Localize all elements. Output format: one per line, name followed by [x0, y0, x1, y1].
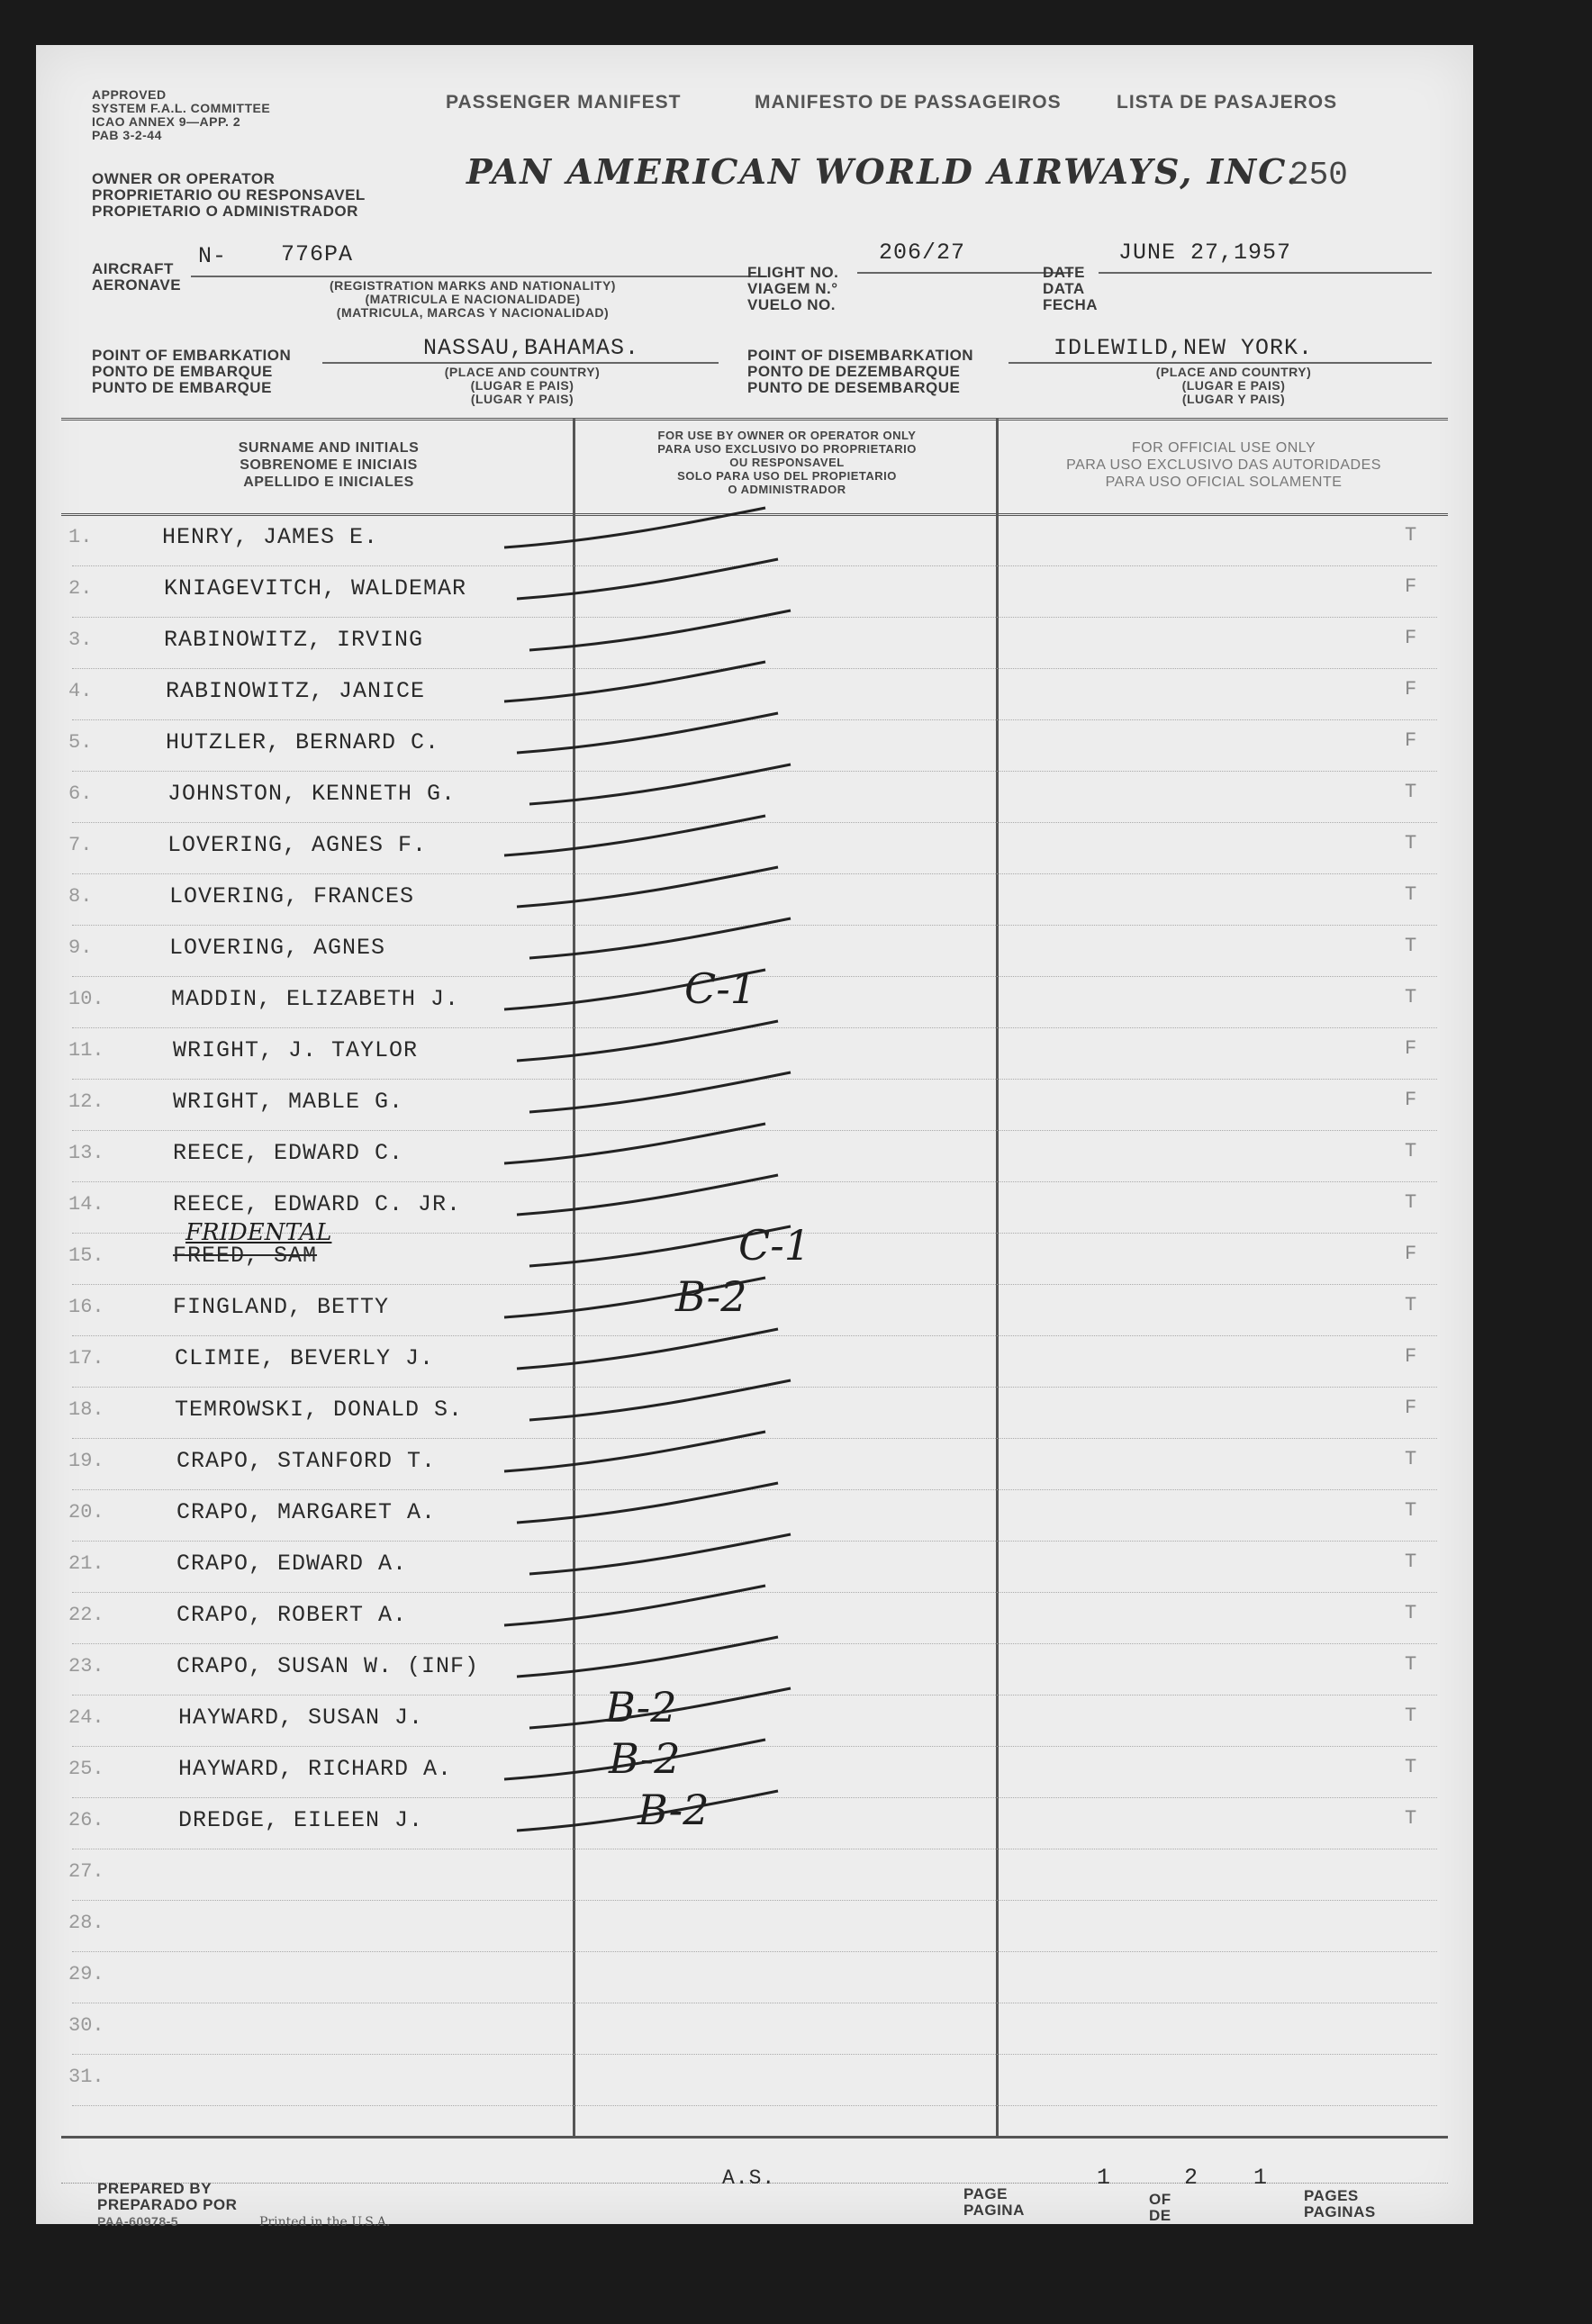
passenger-name: LOVERING, AGNES	[169, 935, 386, 961]
page-label-line: PAGINA	[963, 2202, 1025, 2219]
row-number: 31.	[68, 2066, 104, 2088]
passenger-name: REECE, EDWARD C.	[173, 1140, 404, 1166]
aircraft-label-line: AIRCRAFT	[92, 260, 174, 277]
passenger-name: REECE, EDWARD C. JR.	[173, 1191, 462, 1217]
row-number: 5.	[68, 731, 93, 754]
row-number: 1.	[68, 526, 93, 548]
approval-line: APPROVED	[92, 87, 167, 102]
date-label-line: DATA	[1043, 280, 1085, 297]
owner-label-line: PROPRIETARIO OU RESPONSAVEL	[92, 186, 366, 203]
passenger-name: HENRY, JAMES E.	[162, 524, 379, 550]
pages-label-line: PAGINAS	[1304, 2203, 1376, 2220]
check-stroke	[504, 662, 765, 701]
check-stroke	[529, 1688, 791, 1728]
official-mark: T	[1405, 1499, 1417, 1522]
row-number: 24.	[68, 1706, 104, 1729]
date-label-line: FECHA	[1043, 296, 1099, 313]
caption-line: (PLACE AND COUNTRY)	[1155, 365, 1312, 379]
check-stroke	[529, 1226, 791, 1266]
title-portuguese: MANIFESTO DE PASSAGEIROS	[755, 92, 1062, 113]
check-stroke	[504, 1124, 765, 1163]
caption-line: (PLACE AND COUNTRY)	[444, 365, 601, 379]
official-mark: F	[1405, 1243, 1417, 1265]
embark-label-line: POINT OF EMBARKATION	[92, 347, 292, 364]
row-number: 12.	[68, 1090, 104, 1113]
handwritten-correction: FRIDENTAL	[185, 1219, 332, 1246]
aircraft-label-line: AERONAVE	[92, 276, 182, 294]
passenger-name: LOVERING, AGNES F.	[167, 832, 428, 858]
passenger-name: CRAPO, MARGARET A.	[176, 1499, 437, 1525]
row-number: 23.	[68, 1655, 104, 1677]
official-mark: F	[1405, 678, 1417, 701]
pages-label-line: PAGES	[1304, 2187, 1359, 2204]
header-line: PARA USO EXCLUSIVO DO PROPRIETARIO	[657, 442, 917, 456]
passenger-name: CLIMIE, BEVERLY J.	[175, 1345, 435, 1371]
passenger-name: CRAPO, EDWARD A.	[176, 1551, 408, 1577]
official-mark: T	[1405, 1756, 1417, 1778]
row-number: 13.	[68, 1142, 104, 1164]
disembark-label-line: POINT OF DISEMBARKATION	[747, 347, 974, 364]
passenger-name: DREDGE, EILEEN J.	[178, 1807, 424, 1833]
header-line: APELLIDO E INICIALES	[243, 475, 414, 490]
handwritten-note: C-1	[684, 964, 757, 1013]
flight-label-line: VIAGEM N.°	[747, 280, 838, 297]
row-number: 11.	[68, 1039, 104, 1062]
official-mark: T	[1405, 832, 1417, 855]
approval-line: PAB 3-2-44	[92, 128, 162, 142]
official-mark: T	[1405, 1448, 1417, 1470]
flight-number: 206/27	[879, 240, 966, 266]
owner-label-line: PROPIETARIO O ADMINISTRADOR	[92, 203, 358, 220]
row-number: 26.	[68, 1809, 104, 1831]
caption-line: (LUGAR E PAIS)	[1181, 378, 1286, 393]
check-stroke	[504, 1740, 765, 1779]
disembark-label-line: PONTO DE DEZEMBARQUE	[747, 363, 961, 380]
passenger-name: RABINOWITZ, IRVING	[164, 627, 424, 653]
handwritten-note: B-2	[605, 1683, 677, 1732]
check-stroke	[517, 1175, 778, 1215]
passenger-name: CRAPO, STANFORD T.	[176, 1448, 437, 1474]
page-label	[963, 2186, 1025, 2219]
company-name: PAN AMERICAN WORLD AIRWAYS, INC.	[466, 151, 1300, 192]
caption-line: (LUGAR E PAIS)	[470, 378, 574, 393]
approval-line: SYSTEM F.A.L. COMMITTEE	[92, 101, 271, 115]
of-label	[1149, 2192, 1171, 2224]
row-number: 19.	[68, 1450, 104, 1472]
official-mark: T	[1405, 1191, 1417, 1214]
row-number: 18.	[68, 1398, 104, 1421]
official-mark: F	[1405, 575, 1417, 598]
row-number: 4.	[68, 680, 93, 702]
passenger-name: WRIGHT, J. TAYLOR	[173, 1037, 419, 1063]
passenger-name: LOVERING, FRANCES	[169, 883, 415, 909]
embark-label-line: PONTO DE EMBARQUE	[92, 363, 273, 380]
pages-label	[1304, 2188, 1376, 2220]
official-mark: T	[1405, 986, 1417, 1008]
passenger-name: HUTZLER, BERNARD C.	[166, 729, 440, 755]
official-mark: T	[1405, 883, 1417, 906]
passenger-name: JOHNSTON, KENNETH G.	[167, 781, 457, 807]
official-mark: T	[1405, 1653, 1417, 1676]
row-number: 15.	[68, 1244, 104, 1267]
handwritten-check-marks	[36, 45, 1473, 2224]
handwritten-note: B-2	[609, 1734, 681, 1783]
row-number: 14.	[68, 1193, 104, 1216]
passenger-name: MADDIN, ELIZABETH J.	[171, 986, 460, 1012]
handwritten-note: C-1	[738, 1221, 811, 1270]
passenger-name: FINGLAND, BETTY	[173, 1294, 390, 1320]
check-stroke	[529, 1072, 791, 1112]
official-mark: F	[1405, 729, 1417, 752]
check-stroke	[504, 1586, 765, 1625]
row-number: 8.	[68, 885, 93, 908]
caption-line: (REGISTRATION MARKS AND NATIONALITY)	[330, 278, 616, 293]
of-label-line: DE	[1149, 2207, 1171, 2224]
official-mark: T	[1405, 1294, 1417, 1316]
row-number: 3.	[68, 628, 93, 651]
passenger-name: HAYWARD, SUSAN J.	[178, 1705, 424, 1731]
check-stroke	[517, 1483, 778, 1523]
passenger-name: TEMROWSKI, DONALD S.	[175, 1397, 464, 1423]
passenger-name: CRAPO, SUSAN W. (INF)	[176, 1653, 480, 1679]
date-label-line: DATE	[1043, 264, 1086, 281]
check-stroke	[504, 970, 765, 1009]
title-english: PASSENGER MANIFEST	[446, 92, 682, 113]
check-stroke	[529, 1380, 791, 1420]
owner-label-line: OWNER OR OPERATOR	[92, 170, 276, 187]
check-stroke	[517, 1021, 778, 1061]
official-mark: F	[1405, 1037, 1417, 1060]
official-mark: T	[1405, 1551, 1417, 1573]
header-line: O ADMINISTRADOR	[728, 483, 846, 496]
prepared-label-line: PREPARADO POR	[97, 2196, 238, 2213]
check-stroke	[517, 1791, 778, 1831]
official-mark: T	[1405, 1140, 1417, 1162]
page-number: 1	[1097, 2165, 1112, 2191]
check-stroke	[517, 1329, 778, 1369]
disembarkation-place: IDLEWILD,NEW YORK.	[1054, 335, 1314, 361]
official-mark: F	[1405, 1397, 1417, 1419]
row-number: 28.	[68, 1912, 104, 1934]
passenger-name: WRIGHT, MABLE G.	[173, 1089, 404, 1115]
row-number: 7.	[68, 834, 93, 856]
flight-label-line: VUELO NO.	[747, 296, 837, 313]
caption-line: (LUGAR Y PAIS)	[1181, 392, 1286, 406]
manifest-page	[36, 45, 1473, 2229]
passenger-name: CRAPO, ROBERT A.	[176, 1602, 408, 1628]
header-line: SURNAME AND INITIALS	[238, 440, 420, 456]
row-number: 20.	[68, 1501, 104, 1524]
embark-label-line: PUNTO DE EMBARQUE	[92, 379, 272, 396]
row-number: 30.	[68, 2014, 104, 2037]
official-mark: T	[1405, 781, 1417, 803]
header-line: FOR USE BY OWNER OR OPERATOR ONLY	[657, 429, 917, 442]
check-stroke	[504, 816, 765, 855]
page-label-line: PAGE	[963, 2185, 1008, 2202]
pages-extra: 1	[1253, 2165, 1269, 2191]
title-spanish: LISTA DE PASAJEROS	[1117, 92, 1338, 113]
handwritten-note: B-2	[638, 1786, 710, 1834]
check-stroke	[517, 713, 778, 753]
check-stroke	[517, 867, 778, 907]
header-line: SOLO PARA USO DEL PROPIETARIO	[677, 469, 897, 483]
embarkation-place: NASSAU,BAHAMAS.	[423, 335, 640, 361]
row-number: 22.	[68, 1604, 104, 1626]
row-number: 2.	[68, 577, 93, 600]
official-mark: F	[1405, 627, 1417, 649]
check-stroke	[517, 1637, 778, 1677]
passenger-name: KNIAGEVITCH, WALDEMAR	[164, 575, 467, 601]
row-number: 27.	[68, 1860, 104, 1883]
check-stroke	[529, 610, 791, 650]
row-number: 29.	[68, 1963, 104, 1985]
passenger-name: RABINOWITZ, JANICE	[166, 678, 426, 704]
disembark-label-line: PUNTO DE DESEMBARQUE	[747, 379, 961, 396]
official-mark: T	[1405, 1705, 1417, 1727]
row-number: 6.	[68, 782, 93, 805]
caption-line: (LUGAR Y PAIS)	[470, 392, 574, 406]
official-mark: T	[1405, 1807, 1417, 1830]
row-number: 10.	[68, 988, 104, 1010]
prepared-label	[97, 2181, 237, 2213]
total-pages: 2	[1184, 2165, 1199, 2191]
header-line: OU RESPONSAVEL	[729, 456, 845, 469]
prepared-label-line: PREPARED BY	[97, 2180, 213, 2197]
row-number: 17.	[68, 1347, 104, 1370]
official-mark: T	[1405, 935, 1417, 957]
flight-date: JUNE 27,1957	[1118, 240, 1292, 266]
official-mark: T	[1405, 1602, 1417, 1624]
check-stroke	[529, 918, 791, 958]
header-line: PARA USO EXCLUSIVO DAS AUTORIDADES	[1066, 457, 1381, 473]
header-line: PARA USO OFICIAL SOLAMENTE	[1105, 475, 1343, 490]
printed-note: Printed in the U.S.A.	[259, 2215, 391, 2229]
caption-line: (MATRICULA, MARCAS Y NACIONALIDAD)	[336, 305, 610, 320]
check-stroke	[504, 1432, 765, 1471]
passenger-name: HAYWARD, RICHARD A.	[178, 1756, 453, 1782]
official-mark: F	[1405, 1345, 1417, 1368]
row-number: 9.	[68, 936, 93, 959]
official-mark: F	[1405, 1089, 1417, 1111]
handwritten-note: B-2	[675, 1272, 747, 1321]
of-label-line: OF	[1149, 2191, 1171, 2208]
check-stroke	[504, 1278, 765, 1317]
check-stroke	[517, 559, 778, 599]
page-stamp-number: 250	[1289, 157, 1348, 194]
approval-line: ICAO ANNEX 9—APP. 2	[92, 114, 241, 129]
check-stroke	[529, 1534, 791, 1574]
preparer-initials: A.S.	[722, 2166, 776, 2190]
row-number: 21.	[68, 1552, 104, 1575]
row-number: 16.	[68, 1296, 104, 1318]
header-line: FOR OFFICIAL USE ONLY	[1131, 440, 1316, 456]
aircraft-prefix: N-	[198, 243, 228, 269]
check-stroke	[504, 508, 765, 547]
row-number: 25.	[68, 1758, 104, 1780]
check-stroke	[529, 764, 791, 804]
form-number: PAA-60978-5	[97, 2214, 179, 2229]
aircraft-registration: 776PA	[281, 241, 354, 267]
caption-line: (MATRICULA E NACIONALIDADE)	[365, 292, 581, 306]
header-line: SOBRENOME E INICIAIS	[240, 457, 418, 473]
flight-label-line: FLIGHT NO.	[747, 264, 839, 281]
passenger-name: FREED, SAM	[173, 1243, 318, 1269]
official-mark: T	[1405, 524, 1417, 547]
